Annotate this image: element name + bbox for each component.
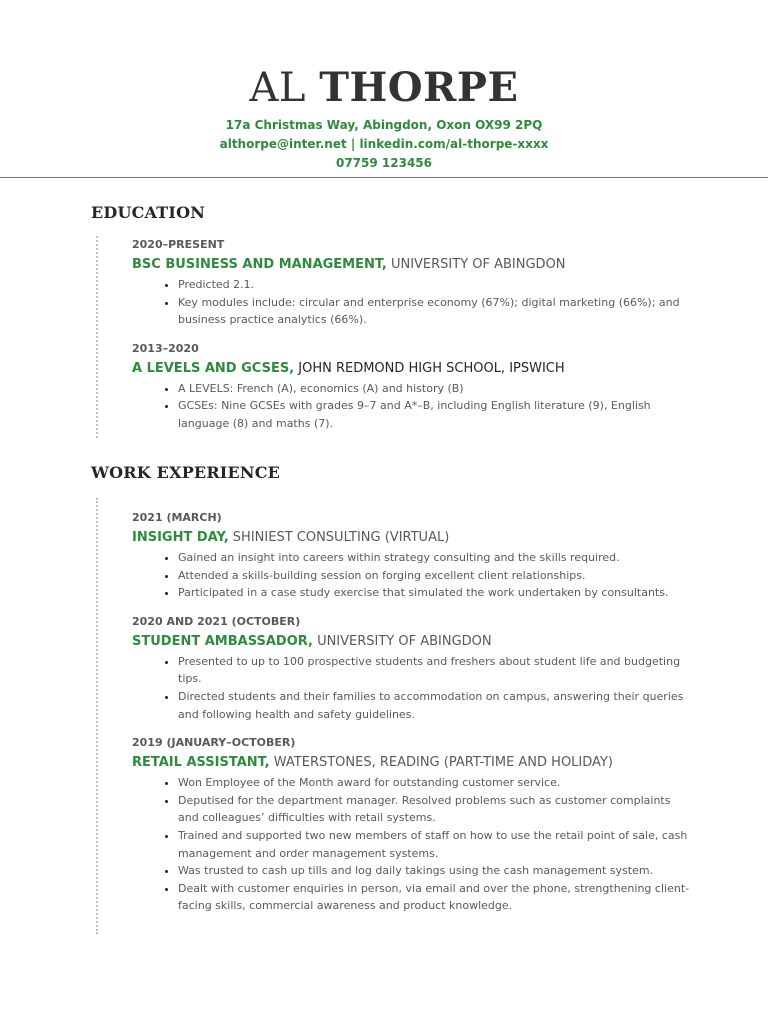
- education-title: EDUCATION: [91, 203, 206, 222]
- header-divider: [0, 177, 768, 178]
- bullet-item: • Participated in a case study exercise that simulated the work undertaken by consultants.: [178, 584, 692, 602]
- entry-role: INSIGHT DAY,: [132, 530, 229, 545]
- bullet-item: • Gained an insight into careers within strategy consulting and the skills required.: [178, 549, 692, 567]
- bullet-item: • Key modules include: circular and enterprise economy (67%); digital marketing (66%); and business practice analytics (66%).: [178, 294, 692, 329]
- entry-bullets: [132, 653, 692, 723]
- work-entry: [132, 735, 692, 915]
- entry-bullets: [132, 774, 692, 915]
- entry-org: UNIVERSITY OF ABINGDON: [386, 257, 566, 272]
- resume-header: [0, 60, 768, 173]
- entry-date: 2020–PRESENT: [132, 238, 225, 251]
- bullet-item: • Was trusted to cash up tills and log daily takings using the cash management system.: [178, 862, 692, 880]
- bullet-item: • Predicted 2.1.: [178, 276, 692, 294]
- entry-date: 2021 (MARCH): [132, 511, 222, 524]
- bullet-item: • Dealt with customer enquiries in person, via email and over the phone, strengthening client-facing skills, commercial awareness and product knowledge.: [178, 880, 692, 915]
- entry-date: 2019 (JANUARY–OCTOBER): [132, 736, 296, 750]
- bullet-item: • Directed students and their families to accommodation on campus, answering their queries and following health and safety guidelines.: [178, 688, 692, 723]
- education-entry: [132, 341, 692, 433]
- work-dotted-line: [96, 498, 98, 934]
- first-name: AL: [249, 65, 306, 111]
- contact-address: 17a Christmas Way, Abingdon, Oxon OX99 2PQ: [225, 118, 543, 132]
- entry-org: SHINIEST CONSULTING (VIRTUAL): [228, 530, 450, 545]
- work-experience-title: WORK EXPERIENCE: [91, 463, 281, 482]
- bullet-item: • Presented to up to 100 prospective students and freshers about student life and budgeting tips.: [178, 653, 692, 688]
- education-entry: [132, 237, 692, 329]
- entry-org: WATERSTONES, READING (PART-TIME AND HOLIDAY): [269, 755, 613, 771]
- bullet-item: • A LEVELS: French (A), economics (A) and history (B): [178, 380, 692, 398]
- entry-role: A LEVELS AND GCSES,: [132, 360, 295, 376]
- contact-email-links: althorpe@inter.net | linkedin.com/al-thorpe-xxxx: [219, 137, 549, 151]
- last-name: THORPE: [319, 64, 519, 111]
- bullet-item: • Attended a skills-building session on forging excellent client relationships.: [178, 567, 692, 585]
- work-experience-section: [132, 510, 692, 927]
- bullet-item: • GCSEs: Nine GCSEs with grades 9–7 and A*–B, including English literature (9), English language (8) and maths (7).: [178, 397, 692, 432]
- entry-bullets: [132, 549, 692, 602]
- entry-date: 2013–2020: [132, 341, 199, 355]
- work-entry: [132, 510, 692, 602]
- entry-date: 2020 AND 2021 (OCTOBER): [132, 614, 301, 628]
- candidate-name: [0, 60, 768, 116]
- education-dotted-line: [96, 236, 98, 438]
- entry-role: RETAIL ASSISTANT,: [132, 755, 270, 771]
- entry-heading: [132, 632, 692, 652]
- entry-heading: [132, 753, 692, 773]
- entry-heading: [132, 359, 692, 379]
- entry-heading: [132, 528, 692, 548]
- entry-heading: [132, 255, 692, 275]
- entry-bullets: [132, 276, 692, 329]
- entry-bullets: [132, 380, 692, 433]
- entry-org: JOHN REDMOND HIGH SCHOOL, IPSWICH: [294, 360, 565, 376]
- work-entry: [132, 614, 692, 723]
- education-section: [132, 237, 692, 445]
- entry-org: UNIVERSITY OF ABINGDON: [312, 633, 492, 649]
- contact-phone: 07759 123456: [335, 156, 433, 170]
- entry-role: BSC BUSINESS AND MANAGEMENT,: [132, 257, 387, 272]
- bullet-item: • Trained and supported two new members of staff on how to use the retail point of sale, cash management and order management systems.: [178, 827, 692, 862]
- bullet-item: • Won Employee of the Month award for outstanding customer service.: [178, 774, 692, 792]
- bullet-item: • Deputised for the department manager. Resolved problems such as customer complaints and colleagues’ difficulties with retail systems.: [178, 792, 692, 827]
- entry-role: STUDENT AMBASSADOR,: [132, 633, 313, 649]
